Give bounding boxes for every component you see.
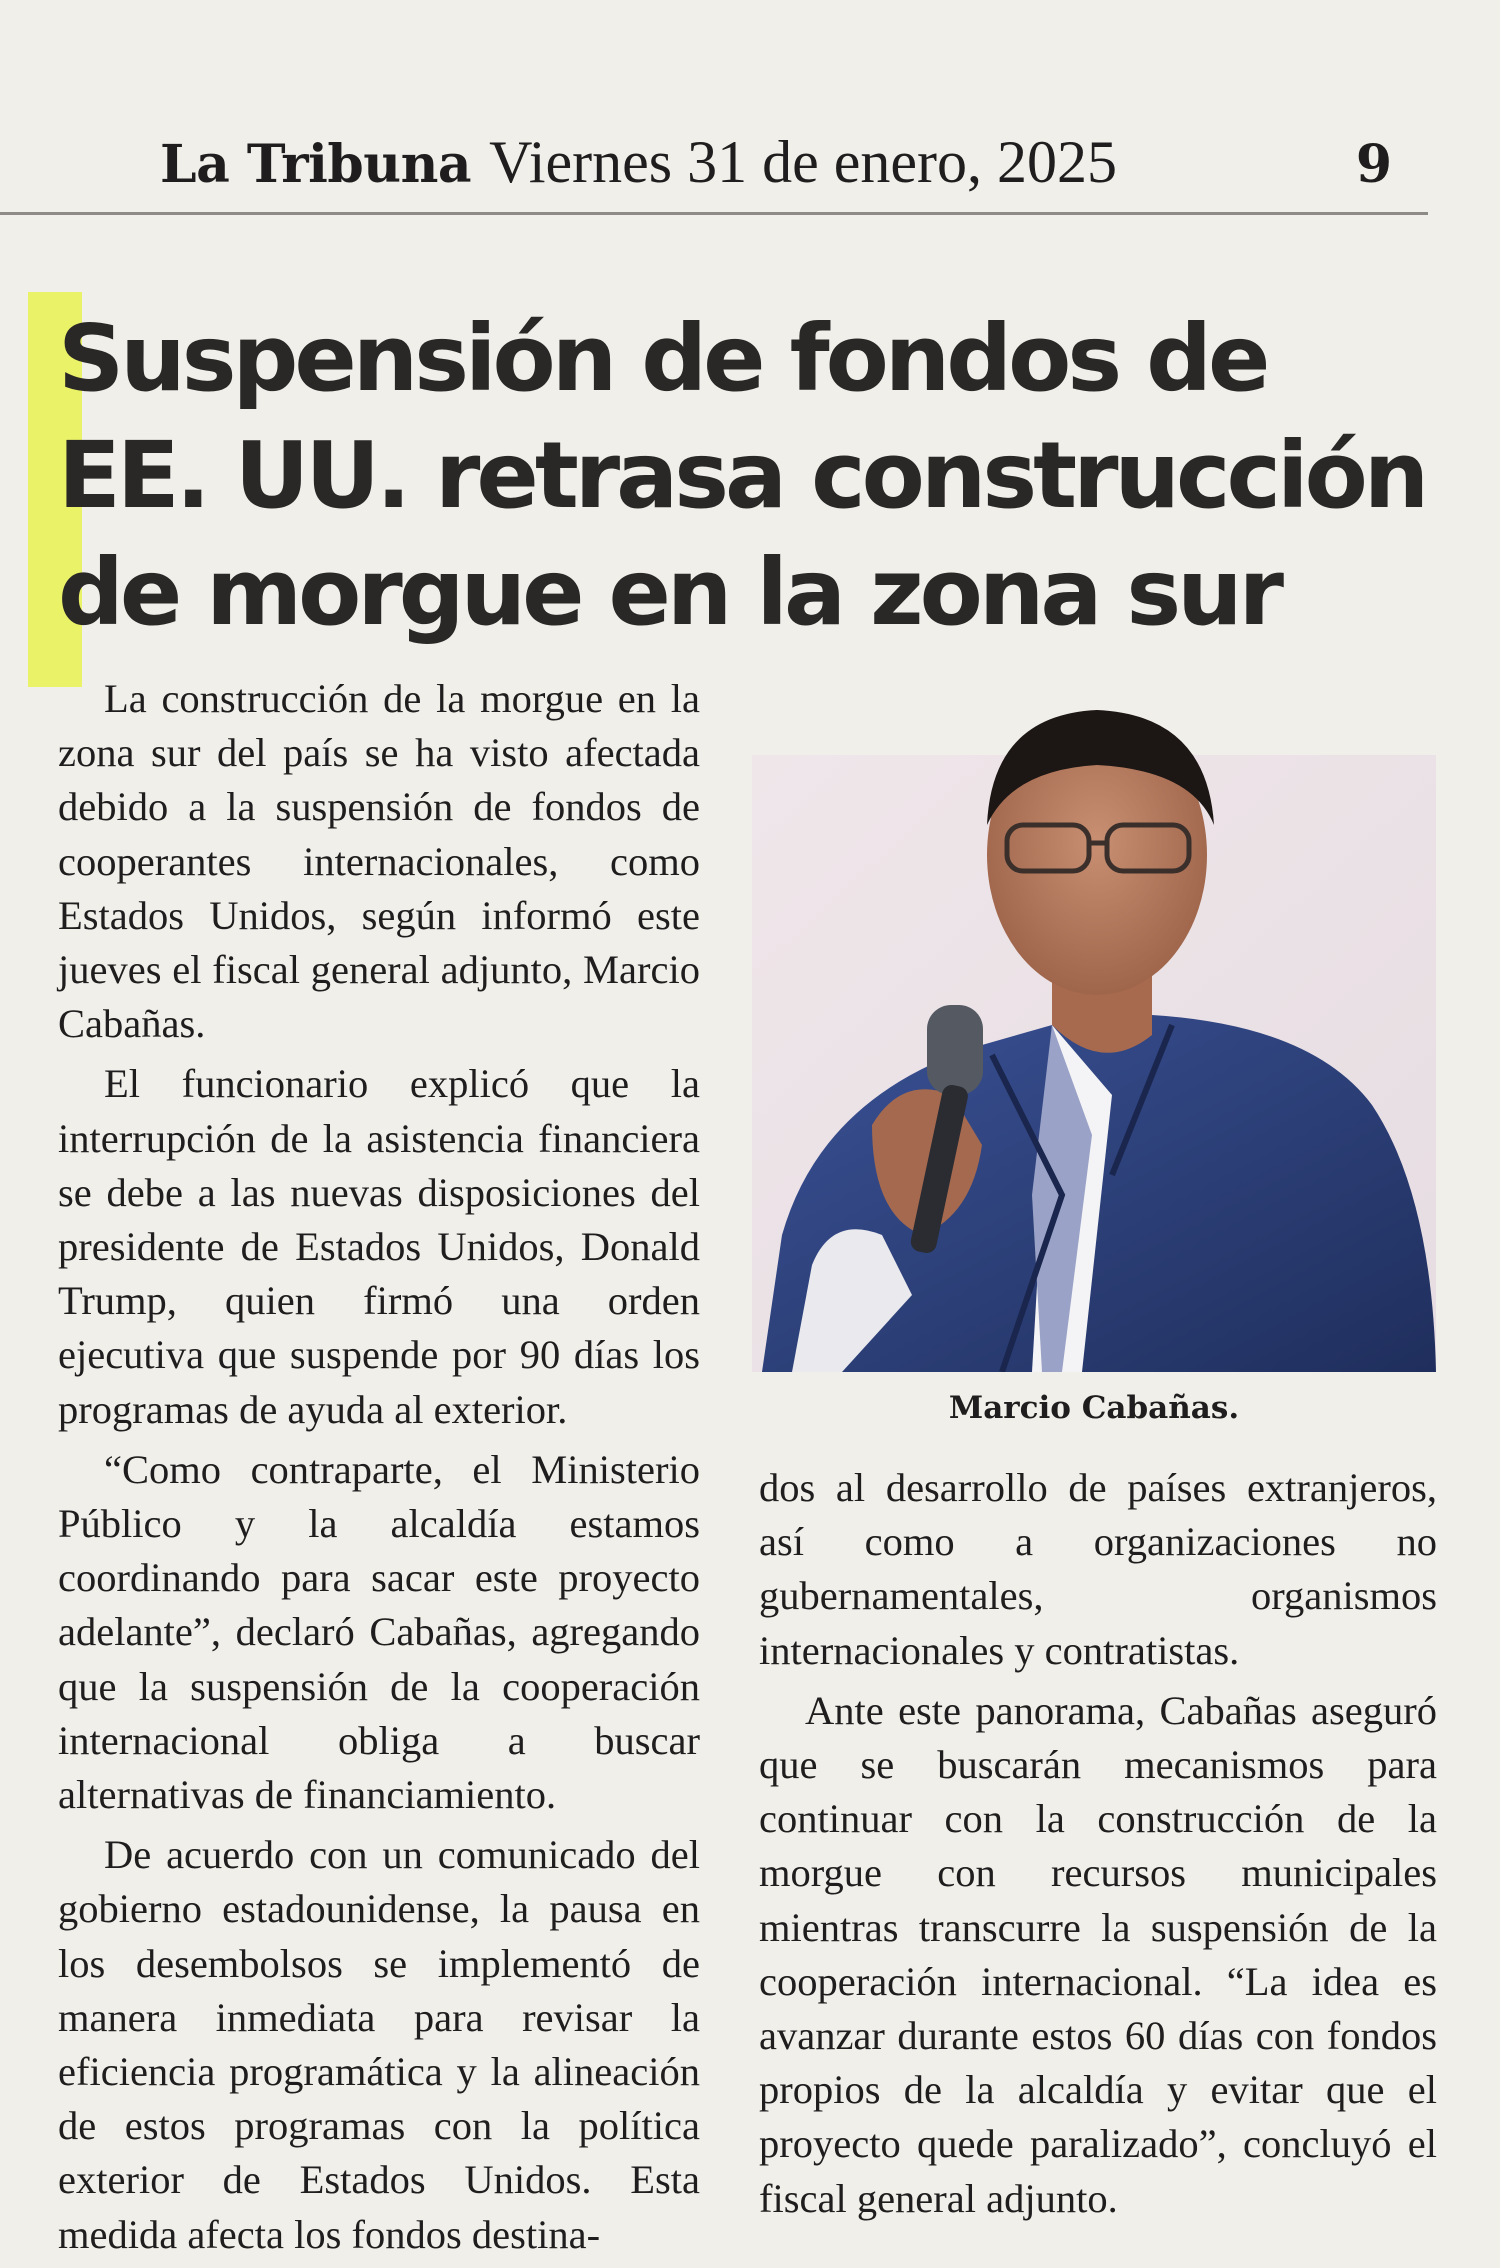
- photo-caption: Marcio Cabañas.: [948, 1390, 1240, 1426]
- article-paragraph: La construcción de la morgue en la zona sur del país se ha visto afectada debido a la suspensión de fondos de cooperantes internacionales, como Estados Unidos, según informó este jueves el fiscal general adjunto, Marcio Cabañas.: [58, 676, 700, 1047]
- publication-date: Viernes 31 de enero, 2025: [489, 129, 1117, 195]
- article-paragraph: dos al desarrollo de países extranjeros, así como a organizaciones no gubernamentales, organismos internacionales y contratistas.: [759, 1465, 1437, 1673]
- headline-line-2: EE. UU. retrasa construcción: [58, 422, 1426, 529]
- headline: [58, 300, 1426, 651]
- headline-line-3: de morgue en la zona sur: [58, 539, 1281, 646]
- masthead: [160, 128, 1392, 198]
- article-column-right: [759, 1461, 1437, 2232]
- article-paragraph: De acuerdo con un comunicado del gobierno estadounidense, la pausa en los desembolsos se implementó de manera inmediata para revisar la eficiencia programática y la alineación de estos programas con la política exterior de Estados Unidos. Esta medida afecta los fondos destina-: [58, 1832, 700, 2257]
- header-divider: [0, 212, 1428, 215]
- article-paragraph: Ante este panorama, Cabañas aseguró que se buscarán mecanismos para continuar con la construcción de la morgue con recursos municipales mientras transcurre la suspensión de la cooperación internacional. “La idea es avanzar durante estos 60 días con fondos propios de la alcaldía y evitar que el proyecto quede paralizado”, concluyó el fiscal general adjunto.: [759, 1687, 1437, 2221]
- article-paragraph: “Como contraparte, el Ministerio Público y la alcaldía estamos coordinando para sacar este proyecto adelante”, declaró Cabañas, agregando que la suspensión de la cooperación internacional obliga a buscar alternativas de financiamiento.: [58, 1446, 700, 1818]
- headline-line-1: Suspensión de fondos de: [58, 305, 1267, 412]
- page-number: 9: [1355, 134, 1392, 195]
- portrait-photo: [752, 675, 1436, 1372]
- article-paragraph: El funcionario explicó que la interrupción de la asistencia financiera se debe a las nuevas disposiciones del presidente de Estados Unidos, Donald Trump, quien firmó una orden ejecutiva que suspende por 90 días los programas de ayuda al exterior.: [58, 1061, 700, 1432]
- newspaper-name: La Tribuna: [160, 134, 472, 195]
- article-column-left: [58, 672, 700, 2268]
